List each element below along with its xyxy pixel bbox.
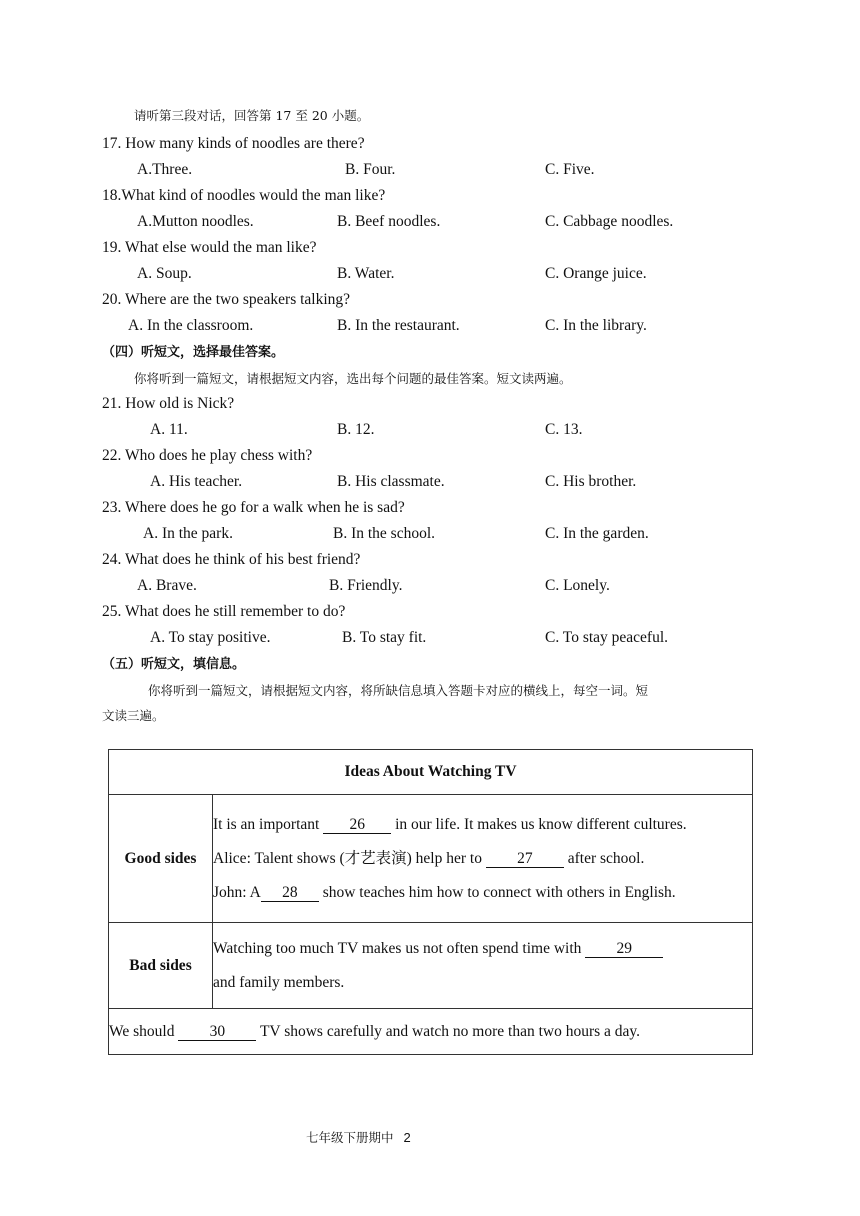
question-21: 21. How old is Nick? (102, 395, 235, 412)
option-c: C. 13. (545, 421, 583, 438)
option-c: C. Five. (545, 161, 595, 178)
part5-instruction-line2: 文读三遍。 (102, 708, 165, 723)
part5-heading: （五）听短文，填信息。 (102, 657, 246, 672)
option-c: C. His brother. (545, 473, 637, 490)
option-a: A. Soup. (137, 265, 192, 282)
option-c: C. In the garden. (545, 525, 649, 542)
option-a: A.Mutton noodles. (137, 213, 254, 230)
bad-sides-content (213, 923, 753, 1009)
sentence-text: show teaches him how to connect with others in English. (318, 883, 676, 901)
option-a: A.Three. (137, 161, 193, 178)
sentence-text: It is an important (213, 815, 324, 833)
option-b: B. Friendly. (329, 577, 403, 594)
option-c: C. Cabbage noodles. (545, 213, 674, 230)
answer-blank-29[interactable]: 29 (585, 941, 663, 958)
good-sides-label: Good sides (109, 795, 213, 923)
option-b: B. 12. (337, 421, 375, 438)
info-table (108, 749, 753, 1055)
question-20: 20. Where are the two speakers talking? (102, 291, 351, 308)
answer-blank-28[interactable]: 28 (261, 885, 319, 902)
option-a: A. To stay positive. (150, 629, 271, 646)
sentence-text: Alice: Talent shows (才艺表演) help her to (213, 849, 486, 867)
option-a: A. 11. (150, 421, 188, 438)
question-17: 17. How many kinds of noodles are there? (102, 135, 365, 152)
option-c: C. Orange juice. (545, 265, 647, 282)
sentence-text: Watching too much TV makes us not often spend time with (213, 939, 586, 957)
option-b: B. Beef noodles. (337, 213, 441, 230)
question-24: 24. What does he think of his best friend? (102, 551, 361, 568)
option-c: C. To stay peaceful. (545, 629, 669, 646)
section-instruction: 请听第三段对话，回答第 17 至 20 小题。 (134, 108, 370, 123)
answer-blank-26[interactable]: 26 (323, 817, 391, 834)
option-c: C. In the library. (545, 317, 647, 334)
option-a: A. His teacher. (150, 473, 243, 490)
option-c: C. Lonely. (545, 577, 610, 594)
sentence-text: and family members. (213, 973, 345, 991)
page-footer (306, 1128, 411, 1146)
bad-sides-label: Bad sides (109, 923, 213, 1009)
option-b: B. In the restaurant. (337, 317, 460, 334)
footer-text: 七年级下册期中 (306, 1130, 394, 1145)
part4-instruction: 你将听到一篇短文，请根据短文内容，选出每个问题的最佳答案。短文读两遍。 (134, 371, 572, 386)
part5-instruction-line1: 你将听到一篇短文，请根据短文内容，将所缺信息填入答题卡对应的横线上，每空一词。短 (148, 683, 649, 698)
option-b: B. In the school. (333, 525, 436, 542)
option-b: B. To stay fit. (342, 629, 427, 646)
question-23: 23. Where does he go for a walk when he is sad? (102, 499, 405, 516)
sentence-text: in our life. It makes us know different cultures. (391, 815, 687, 833)
sentence-text: We should (109, 1022, 179, 1040)
good-sides-content (213, 795, 753, 923)
option-b: B. His classmate. (337, 473, 445, 490)
option-a: A. Brave. (137, 577, 197, 594)
table-conclusion (109, 1009, 753, 1055)
question-22: 22. Who does he play chess with? (102, 447, 313, 464)
question-25: 25. What does he still remember to do? (102, 603, 346, 620)
sentence-text: John: A (213, 883, 261, 901)
option-a: A. In the park. (143, 525, 233, 542)
table-title: Ideas About Watching TV (109, 750, 753, 795)
sentence-text: TV shows carefully and watch no more than two hours a day. (256, 1022, 641, 1040)
option-b: B. Four. (345, 161, 396, 178)
question-18: 18.What kind of noodles would the man like? (102, 187, 386, 204)
sentence-text: after school. (563, 849, 645, 867)
answer-blank-27[interactable]: 27 (486, 851, 564, 868)
question-19: 19. What else would the man like? (102, 239, 317, 256)
page-number: 2 (403, 1130, 411, 1145)
option-b: B. Water. (337, 265, 395, 282)
part4-heading: （四）听短文，选择最佳答案。 (102, 345, 285, 360)
option-a: A. In the classroom. (128, 317, 254, 334)
answer-blank-30[interactable]: 30 (178, 1024, 256, 1041)
